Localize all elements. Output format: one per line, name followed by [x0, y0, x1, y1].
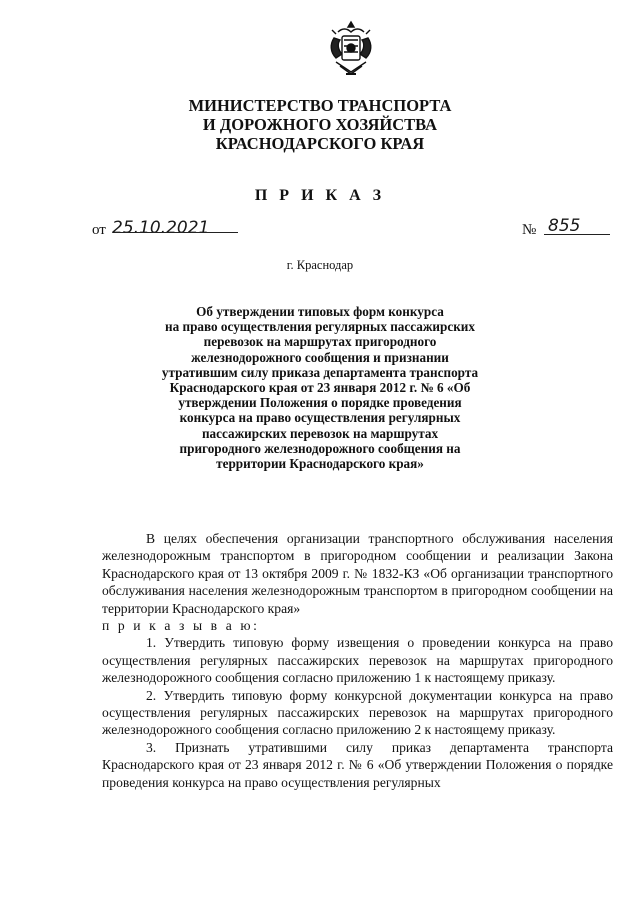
date-underline	[114, 232, 238, 233]
order-item-2: 2. Утвердить типовую форму конкурсной документации конкурса на право осуществления регулярных пассажирских перевозок на маршрутах пригородного железнодорожного сообщения согласно приложению 2 к настоящему приказу.	[102, 687, 613, 738]
title-line: на право осуществления регулярных пассажирских	[165, 319, 475, 335]
number-prefix: №	[522, 222, 537, 238]
title-line: пригородного железнодорожного сообщения на	[179, 440, 461, 456]
order-item-3: 3. Признать утратившими силу приказ департамента транспорта Краснодарского края от 23 января 2012 г. № 6 «Об утверждении Положения о порядке проведения конкурса на право осуществления регулярных	[102, 739, 613, 790]
coat-of-arms-icon	[326, 18, 376, 80]
title-line: железнодорожного сообщения и признании	[191, 349, 449, 365]
title-line: утратившим силу приказа департамента транспорта	[161, 364, 479, 380]
ministry-line-3: КРАСНОДАРСКОГО КРАЯ	[215, 134, 425, 153]
order-word: п р и к а з ы в а ю:	[102, 618, 260, 634]
title-line: Об утверждении типовых форм конкурса	[196, 304, 444, 319]
title-line: перевозок на маршрутах пригородного	[203, 334, 437, 350]
city: г. Краснодар	[286, 258, 354, 272]
title-line: территории Краснодарского края»	[216, 456, 424, 472]
date-prefix: от	[92, 222, 106, 238]
preamble-paragraph: В целях обеспечения организации транспортного обслуживания населения железнодорожным транспортом в пригородном сообщении и реализации Закона Краснодарского края от 13 октября 2009 г. № 1832-КЗ «Об организации транспортного обслуживания населения железнодорожным транспортом в пригородном сообщении на территории Краснодарского края»	[102, 531, 613, 616]
number-underline	[544, 234, 610, 235]
date-value: 25.10.2021	[112, 218, 210, 238]
title-line: утверждении Положения о порядке проведения	[178, 395, 462, 411]
document-body	[102, 530, 613, 791]
ministry-name	[0, 96, 640, 153]
document-type: П Р И К А З	[254, 187, 386, 204]
document-title	[0, 304, 640, 471]
number-value: 855	[548, 216, 581, 236]
order-item-1: 1. Утвердить типовую форму извещения о проведении конкурса на право осуществления регулярных пассажирских перевозок на маршрутах пригородного железнодорожного сообщения согласно приложению 1 к настоящему приказу.	[102, 635, 613, 686]
title-line: конкурса на право осуществления регулярных	[179, 410, 461, 426]
title-line: пассажирских перевозок на маршрутах	[201, 425, 439, 441]
title-line: Краснодарского края от 23 января 2012 г. № 6 «Об	[169, 380, 471, 396]
ministry-line-1: МИНИСТЕРСТВО ТРАНСПОРТА	[188, 96, 452, 115]
ministry-line-2: И ДОРОЖНОГО ХОЗЯЙСТВА	[202, 115, 438, 134]
